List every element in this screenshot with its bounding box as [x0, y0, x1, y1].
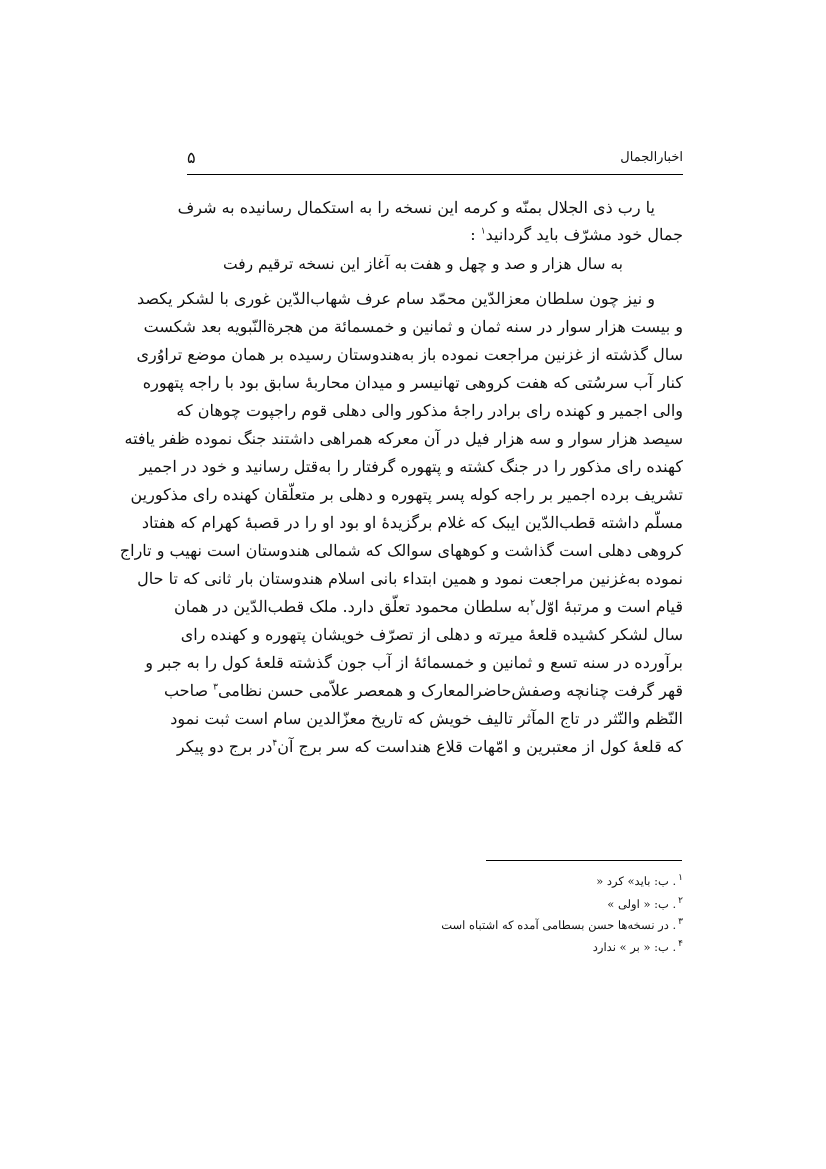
intro-line-1: یا رب ذی الجلال بمنّه و کرمه این نسخه را به استکمال رسانیده به شرف [177, 198, 655, 217]
body-line: والی اجمیر و کهنده رای برادر راجهٔ مذکور والی دهلی قوم راجپوت چوهان که [176, 401, 683, 420]
intro-line-2 [187, 222, 683, 248]
footnote-number: ۴ [678, 939, 683, 949]
body-line: سال لشکر کشیده قلعهٔ میرته و دهلی از تصرّف خویشان پتهوره و کهنده رای [180, 625, 683, 644]
footnote-number: ۱ [678, 873, 683, 883]
body-text: قهر گرفت چنانچه وصفش‌حاضرالمعارک و همعصر علاّمی حسن نظامی [217, 681, 683, 700]
footnote-ref-1: ۱ [480, 226, 486, 237]
body-line: سال گذشته از غزنین مراجعت نموده باز به‌هندوستان رسیده بر همان موضع تراوُری [136, 345, 683, 364]
page-number: ۵ [187, 148, 196, 167]
footnote [596, 868, 683, 888]
body-line: کهنده رای مذکور را در جنگ کشته و پتهوره گرفتار را به‌قتل رسانید و خود در اجمیر [139, 457, 683, 476]
body-text: در برج دو پیکر [176, 737, 273, 756]
body-line: کروهی دهلی است گذاشت و کوههای سوالک که شمالی هندوستان است نهیب و تاراج [119, 541, 683, 560]
body-line: و نیز چون سلطان معزالدّین محمّد سام عرف شهاب‌الدّین غوری با لشکر یکصد [136, 289, 655, 308]
footnote-ref-4: ۴ [272, 738, 278, 749]
body-text: به سلطان محمود تعلّق دارد. ملک قطب‌الدّین در همان [173, 597, 531, 616]
intro-line-2-tail: : [470, 225, 481, 244]
body-line [163, 678, 683, 704]
body-line: سیصد هزار سوار و سه هزار فیل در آن معرکه همراهی داشتند جنگ نموده ظفر یافته [124, 429, 683, 448]
body-line: و بیست هزار سوار در سنه ثمان و ثمانین و خمسمائة من هجرةالنّبویه بعد شکست [143, 317, 683, 336]
footnote-ref-3: ۳ [213, 682, 218, 693]
body-line [173, 594, 683, 620]
footnote-text: . در نسخه‌ها حسن بسطامی آمده که اشتباه است [441, 917, 677, 932]
footnote-ref-2: ۲ [530, 598, 536, 609]
body-line: مسلّم داشته قطب‌الدّین ایبک که غلام برگزیدهٔ او بود او را در قصبهٔ کهرام که هفتاد [141, 513, 683, 532]
body-line: النّظم والنّثر در تاج المآثر تالیف خویش که تاریخ معزّالدین سام است ثبت نمود [170, 709, 683, 728]
footnote-text: . ب: « بر » ندارد [592, 939, 677, 954]
verse [187, 252, 683, 276]
body-line: کنار آب سرسُتی که هفت کروهی تهانیسر و میدان محاربهٔ سابق بود با راجه پتهوره [142, 373, 683, 392]
footnote [441, 912, 683, 932]
verse-hemistich-1: به سال هزار و صد و چهل و هفت [410, 255, 623, 273]
intro-line-2-text: جمال خود مشرّف باید گردانید [485, 225, 683, 244]
footnote-rule [486, 860, 682, 861]
body-text: که قلعهٔ کول از معتبرین و امّهات قلاع هنداست که سر برج آن [277, 737, 683, 756]
verse-hemistich-2: به آغاز این نسخه ترقیم رفت [223, 255, 408, 273]
footnote [593, 934, 683, 954]
body-line: تشریف برده اجمیر بر راجه کوله پسر پتهوره و دهلی بر متعلّقان کهنده رای مذکورین [130, 485, 683, 504]
body-line: نموده به‌غزنین مراجعت نمود و همین ابتداء بانی اسلام هندوستان بار ثانی که تا حال [137, 569, 683, 588]
body-line: برآورده در سنه تسع و ثمانین و خمسمائهٔ از آب جون گذشته قلعهٔ کول را به جبر و [145, 653, 683, 672]
page-header [187, 150, 683, 175]
footnote-number: ۲ [678, 896, 683, 906]
body-text: قیام است و مرتبهٔ اوّل [535, 597, 683, 616]
footnote [607, 891, 683, 911]
running-title: اخبارالجمال [620, 150, 683, 165]
footnote-number: ۳ [678, 917, 683, 927]
body-text: صاحب [163, 681, 209, 700]
footnote-text: . ب: باید» کرد « [596, 873, 677, 888]
body-line [176, 734, 683, 760]
footnote-text: . ب: « اولی » [607, 896, 677, 911]
